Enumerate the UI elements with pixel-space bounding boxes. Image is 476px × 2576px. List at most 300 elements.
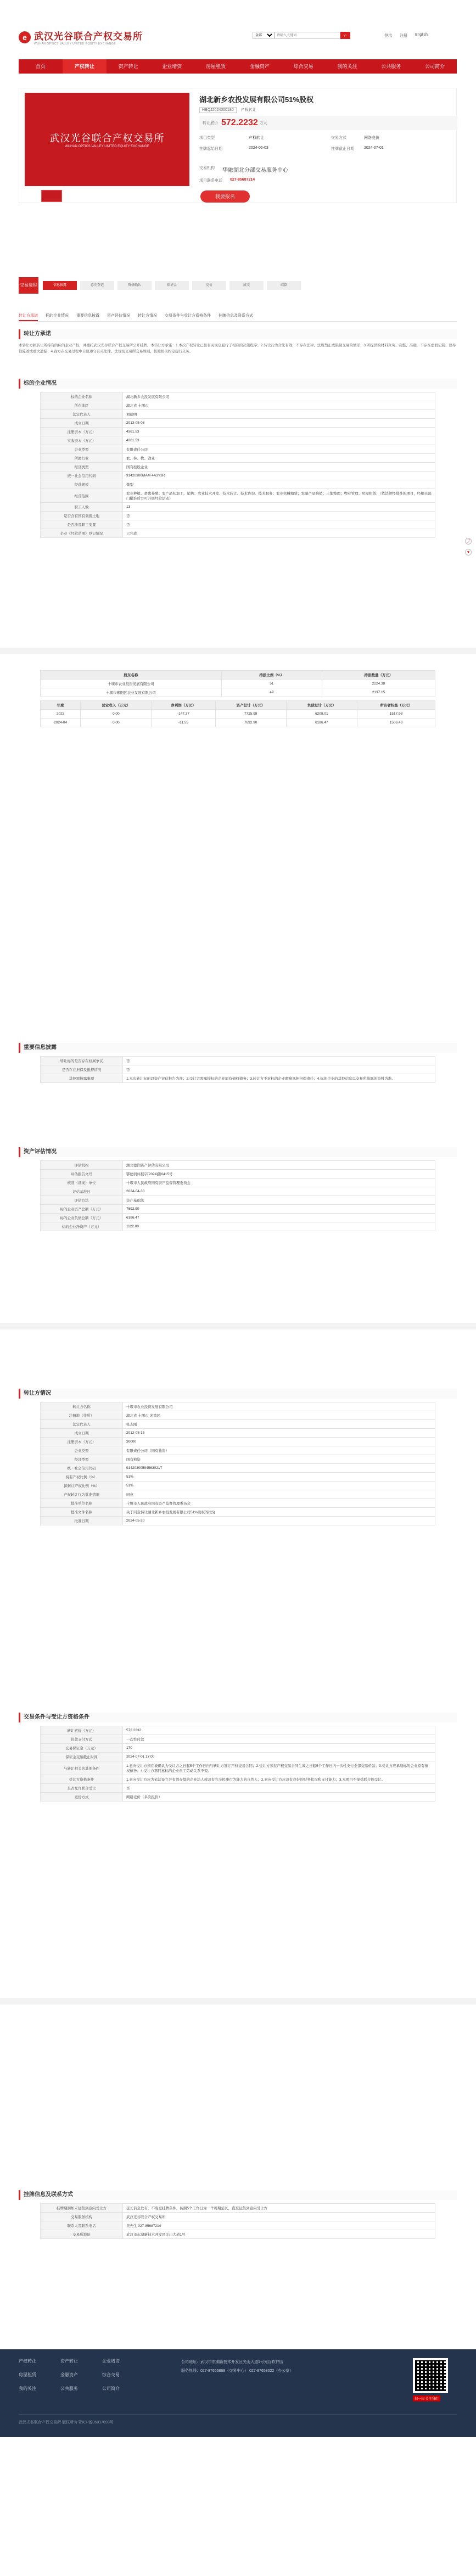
row-value: 有限责任公司 [123,445,435,454]
row-value: 湖北省 十堰市 [123,401,435,410]
section-title: 转让方承诺 [19,329,457,339]
project-meta [199,135,419,151]
table-cell: 2024-04 [41,719,81,727]
row-label: 持有产权比例（%） [41,1473,123,1481]
search-input[interactable] [275,32,340,39]
row-label: 企业类型 [41,1446,123,1455]
row-value: 30000 [123,1438,435,1446]
row-value: 一次性付款 [123,1735,435,1744]
table-row [41,445,435,454]
row-value: 有限责任公司（国有独资） [123,1446,435,1455]
price-label: 转让底价 [203,121,218,125]
row-label: 交易保证金（万元） [41,1744,123,1753]
meta-value: 网络竞价 [364,136,379,140]
row-value: 否 [123,1065,435,1074]
row-value: 十堰市人民政府国有资产监督管理委员会 [123,1178,435,1187]
row-label: 经济类型 [41,463,123,472]
table-row [41,680,435,688]
row-value: 农业种植、畜禽养殖；农产品初加工、销售；农业技术开发、技术转让、技术咨询、技术服务；农业机械租赁；农副产品购销；土地整理；物业管理；房屋租赁；（依法须经批准的项目，经相关部门批准后方可开展经营活动） [123,489,435,503]
divider [0,1323,476,1329]
footer-link[interactable]: 产权转让 [19,2359,36,2364]
step-item: 竞价 [192,281,226,290]
table-row [41,1490,435,1499]
target-company-table [40,392,435,538]
nav-home[interactable]: 首页 [35,64,46,69]
commitment-text: 本转让方拟转让所持有的标的企业产权，并委托武汉光谷联合产权交易所公开挂牌。本转让方承诺：1.本次产权转让已按有关规定履行了相应的决策程序；2.转让行为合法有效，不存在法律、法规禁止或限制交易的情形；3.所提供的材料真实、完整、准确，不存在虚假记载、误导性陈述或重大遗漏；4.我方在交易过程中自愿遵守有关法律、法规及交易所交易规则，按照相关约定履行义务。 [19,344,456,353]
section-seller [19,1389,457,1529]
row-value: 延长信息发布，不变更挂牌条件，按照5个工作日为一个周期延长，直至征集到意向受让方 [123,2204,435,2213]
section-appraisal [19,1147,457,1234]
row-value: 吴先生 027-85687214 [123,2221,435,2230]
row-label: 交易服务机构 [41,2213,123,2221]
footer-link[interactable]: 房屋租赁 [19,2372,36,2377]
share-icon[interactable]: ⤴ [465,538,472,545]
project-image [25,93,189,186]
meta-value: 产权转让 [249,136,264,140]
table-row [41,2230,435,2239]
login-link[interactable]: 登录 [384,34,392,38]
footer-info [181,2358,293,2376]
main-nav [19,59,457,74]
row-label: 注册地（住所） [41,1411,123,1420]
row-label: 其他需披露事项 [41,1074,123,1083]
table-row [41,1455,435,1464]
agency-label: 交易机构 [199,166,215,170]
table-row [41,1402,435,1411]
step-item: 保证金 [155,281,189,290]
phone-value: 027-85687214 [230,178,255,182]
row-value: 7692.90 [123,1205,435,1214]
table-row [41,1793,435,1801]
header-cell: 持股数量（万元） [322,671,435,680]
row-value: 51% [123,1481,435,1490]
table-cell: 2137.15 [322,688,435,697]
row-label: 转让方名称 [41,1402,123,1411]
tab-conditions[interactable]: 交易条件与受让方资格条件 [165,314,211,318]
nav-my-follow[interactable]: 我的关注 [337,64,357,69]
progress-badge: 交易进程 [19,277,38,294]
row-label: 法定代表人 [41,410,123,419]
table-cell: 0.00 [81,719,152,727]
project-code-row [199,107,256,113]
table-cell: 十堰市郧阳区农业发展有限公司 [41,688,222,697]
table-row [41,529,435,538]
nav-comprehensive[interactable]: 综合交易 [293,64,313,69]
row-label: 是否存在担保及抵押情况 [41,1065,123,1074]
table-cell: 6186.47 [286,719,357,727]
table-row [41,688,435,697]
trade-progress [19,274,457,296]
row-value: 湖北德润资产评估有限公司 [123,1161,435,1170]
table-cell: 2224.38 [322,680,435,688]
header-links [384,33,428,38]
table-row [41,1214,435,1222]
table-row [41,719,435,727]
footer [0,2349,476,2437]
section-commitment [19,329,457,358]
step-item: 结算 [267,281,301,290]
row-value: 否 [123,520,435,529]
section-title: 重要信息披露 [19,1043,457,1053]
row-label: 竞价方式 [41,1793,123,1801]
row-value: 微型 [123,480,435,489]
listing-table [40,2203,435,2239]
table-row [41,1196,435,1205]
footer-tel: 服务热线：027-87656868（交易中心） 027-87658022（办公室） [181,2369,294,2373]
row-value: 91420300MA4F4A3Y3R [123,472,435,480]
row-value: 湖北新乡农投发展有限公司 [123,392,435,401]
row-label: 批准单位名称 [41,1499,123,1508]
section-target-company [19,379,457,541]
tab-seller-commitment[interactable]: 转让方承诺 [19,313,38,321]
row-label: 经营规模 [41,480,123,489]
copyright: 武汉光谷联合产权交易所 版权所有 鄂ICP备05017693号 [19,2421,114,2425]
row-value: 51% [123,1473,435,1481]
header-cell: 股东名称 [41,671,222,680]
register-button[interactable]: 我要报名 [200,190,250,203]
footer-link[interactable]: 综合交易 [102,2372,120,2377]
nav-about[interactable]: 公司简介 [425,64,445,69]
row-value: 张志刚 [123,1420,435,1429]
row-value: 国有独资 [123,1455,435,1464]
table-row [41,1178,435,1187]
row-label: 批准日期 [41,1517,123,1525]
table-row [41,1187,435,1196]
row-value: 6186.47 [123,1214,435,1222]
table-cell: 0.00 [81,710,152,719]
row-value: 同意 [123,1490,435,1499]
section-listing [19,2190,457,2242]
row-value: 2024-05-20 [123,1517,435,1525]
row-value: 十堰市人民政府国有资产监督管理委员会 [123,1499,435,1508]
header-cell: 所有者权益（万元） [357,701,435,710]
table-row [41,520,435,529]
table-cell: 2023 [41,710,81,719]
favorite-icon[interactable]: ♥ [465,549,472,555]
table-row [41,1057,435,1065]
row-value: 2012-08-15 [123,1429,435,1438]
table-row [41,1481,435,1490]
table-row [41,1065,435,1074]
project-title: 湖北新乡农投发展有限公司51%股权 [199,96,314,104]
search-scope-select[interactable] [253,32,275,39]
table-row [41,436,435,445]
nav-house-lease[interactable]: 房屋租赁 [206,64,226,69]
table-row [41,1420,435,1429]
nav-equity-transfer[interactable]: 产权转让 [63,59,107,74]
footer-link[interactable]: 金融资产 [60,2372,78,2377]
row-value: 武汉光谷联合产权交易所 [123,2213,435,2221]
section-title: 挂牌信息及联系方式 [19,2190,457,2200]
table-row [41,454,435,463]
site-name-en: WUHAN OPTICS VALLEY UNITED EQUITY EXCHANGE [34,42,116,46]
row-value: 13 [123,503,435,512]
table-cell: -11.55 [152,719,215,727]
row-value: 1.意向受让方应为依法设立并有效存续的企业法人或具有完全民事行为能力的自然人；2.意向受让方应具有良好的财务状况和支付能力；3.本项目不接受联合体受让。 [123,1775,435,1784]
row-label: 挂牌期满如未征集到意向受让方 [41,2204,123,2213]
project-header [19,88,457,203]
row-label: 是否涉及职工安置 [41,520,123,529]
footer-link[interactable]: 资产转让 [60,2359,78,2364]
disclosure-table [40,1056,435,1083]
side-toolbar [465,538,473,555]
project-image-title: 武汉光谷联合产权交易所 [49,133,165,144]
section-title: 交易条件与受让方资格条件 [19,1713,457,1722]
seller-table [40,1402,435,1525]
meta-value: 2024-06-03 [249,146,268,150]
section-title: 标的企业情况 [19,379,457,389]
footer-link[interactable]: 公司简介 [102,2386,120,2391]
table-row [41,2213,435,2221]
row-label: 评估基准日 [41,1187,123,1196]
row-value: 2024-04-30 [123,1187,435,1196]
table-row [41,401,435,410]
row-value: 鄂德润评报字[2024]第0415号 [123,1170,435,1178]
nav-capital-increase[interactable]: 企业增资 [162,64,182,69]
row-label: 企业《经营范围》登记情况 [41,529,123,538]
row-value: 十堰市农业投资发展有限公司 [123,1402,435,1411]
row-value: 1122.00 [123,1222,435,1231]
table-row [41,1775,435,1784]
row-label: 法定代表人 [41,1420,123,1429]
section-shareholders [19,667,457,731]
header-cell: 营业收入（万元） [81,701,152,710]
qr-label: 扫一扫 关注我们 [413,2395,440,2401]
table-row [41,1464,435,1473]
row-value: 关于同意转让湖北新乡农投发展有限公司51%股权的批复 [123,1508,435,1517]
meta-label: 项目类型 [199,136,215,140]
row-label: 所属行业 [41,454,123,463]
search-bar [253,32,350,39]
table-row [41,392,435,401]
header-cell: 持股比例（%） [221,671,322,680]
table-row [41,1074,435,1083]
table-row [41,1753,435,1761]
row-label: 是否允许联合受让 [41,1784,123,1793]
site-name: 武汉光谷联合产权交易所 [34,31,143,42]
footer-link[interactable]: 公共服务 [60,2386,78,2391]
meta-label: 挂牌截止日期 [331,147,354,151]
site-logo[interactable] [19,29,143,46]
table-row [41,1446,435,1455]
row-label: 核准（备案）单位 [41,1178,123,1187]
meta-label: 挂牌起始日期 [199,147,222,151]
row-label: 转让底价（万元） [41,1726,123,1735]
table-row [41,512,435,520]
row-value: 170 [123,1744,435,1753]
table-cell: 1506.43 [357,719,435,727]
row-value: 否 [123,1784,435,1793]
phone-label: 项目联系电话 [199,179,222,183]
price-unit: 万元 [259,121,267,125]
qr-code [413,2358,448,2393]
row-label: 经济类型 [41,1455,123,1464]
project-image-subtitle: WUHAN OPTICS VALLEY UNITED EQUITY EXCHANGE [65,145,149,148]
row-label: 是否含有国有划拨土地 [41,512,123,520]
table-row [41,419,435,428]
table-row [41,489,435,503]
tab-listing-contact[interactable]: 挂牌信息及联系方式 [219,314,253,318]
row-label: 联系人及联系电话 [41,2221,123,2230]
table-row [41,1761,435,1775]
row-value: 农、林、牧、渔业 [123,454,435,463]
section-title: 转让方情况 [19,1389,457,1399]
row-value: 已完成 [123,529,435,538]
row-label: 标的企业资产总额（万元） [41,1205,123,1214]
row-label: 评估机构 [41,1161,123,1170]
table-cell: 6208.01 [286,710,357,719]
header-cell: 资产总计（万元） [215,701,286,710]
row-label: 标的企业净资产（万元） [41,1222,123,1231]
row-label: 所在地区 [41,401,123,410]
row-value: 刘德明 [123,410,435,419]
table-row [41,1205,435,1214]
row-value: 湖北省 十堰市 茅箭区 [123,1411,435,1420]
row-label: 转让标的是否存在权属争议 [41,1057,123,1065]
table-row [41,710,435,719]
table-row [41,1744,435,1753]
table-row [41,2204,435,2213]
row-label: 与转让相关的其他条件 [41,1761,123,1775]
row-value: 572.2232 [123,1726,435,1735]
row-value: 否 [123,512,435,520]
row-label: 成立日期 [41,1429,123,1438]
row-value: 1.意向受让方须在被确认为受让方之日起5个工作日内与转让方签订产权交易合同；2.受让方须在产权交易合同生效之日起5个工作日内一次性支付全部交易价款；3.受让方应承继标的企业原有债权债务；4.受让方需同意标的企业员工劳动关系不变。 [123,1761,435,1775]
row-label: 价款支付方式 [41,1735,123,1744]
nav-asset-transfer[interactable]: 资产转让 [118,64,138,69]
row-value: 91420300594563021T [123,1464,435,1473]
row-value: 武汉市东湖新技术开发区关山大道1号 [123,2230,435,2239]
row-value: 资产基础法 [123,1196,435,1205]
divider [0,648,476,654]
meta-value: 2024-07-01 [364,146,384,150]
table-cell: 1517.98 [357,710,435,719]
table-cell: 7692.90 [215,719,286,727]
tab-seller[interactable]: 转让方情况 [138,314,157,318]
table-row [41,428,435,436]
tab-disclosure[interactable]: 重要信息披露 [76,314,99,318]
row-value: 2013-05-08 [123,419,435,428]
register-link[interactable]: 注册 [400,34,407,38]
footer-nav [19,2358,144,2392]
meta-label: 交易方式 [331,136,346,140]
table-cell: 51 [221,680,322,688]
table-row [41,1161,435,1170]
tab-appraisal[interactable]: 资产评估情况 [107,314,130,318]
row-label: 保证金交纳截止时间 [41,1753,123,1761]
row-label: 评估方法 [41,1196,123,1205]
shareholder-table [40,670,435,697]
detail-tabs [19,313,457,322]
row-value: 网络竞价（多次报价） [123,1793,435,1801]
table-row [41,1517,435,1525]
table-row [41,1429,435,1438]
row-label: 注册资本（万元） [41,1438,123,1446]
table-cell: -147.37 [152,710,215,719]
nav-public-service[interactable]: 公共服务 [381,64,401,69]
financial-table [40,700,435,727]
table-row [41,480,435,489]
section-conditions [19,1713,457,1805]
header-cell: 负债总计（万元） [286,701,357,710]
row-label: 产权转让行为批准情况 [41,1490,123,1499]
section-disclosure [19,1043,457,1086]
row-label: 拟转让产权比例（%） [41,1481,123,1490]
price-box [199,116,457,130]
footer-link[interactable]: 我的关注 [19,2386,36,2391]
step-item: 成交 [229,281,264,290]
footer-link[interactable]: 企业增资 [102,2359,120,2364]
row-value: 4361.53 [123,436,435,445]
row-value: 4361.53 [123,428,435,436]
table-row [41,1499,435,1508]
row-label: 统一社会信用代码 [41,472,123,480]
row-label: 职工人数 [41,503,123,512]
row-value: 2024-07-01 17:00 [123,1753,435,1761]
table-row [41,1735,435,1744]
table-cell: 49 [221,688,322,697]
row-value: 否 [123,1057,435,1065]
header-cell: 净利润（万元） [152,701,215,710]
table-row [41,1411,435,1420]
divider [0,1998,476,2005]
row-label: 交易所地址 [41,2230,123,2239]
row-label: 标的企业名称 [41,392,123,401]
image-thumbnail[interactable] [41,190,62,202]
tab-target-company[interactable]: 标的企业情况 [46,314,69,318]
row-label: 受让方资格条件 [41,1775,123,1784]
row-label: 评估报告文号 [41,1170,123,1178]
agency-value: 华融湖北分部交易服务中心 [222,167,288,173]
search-icon[interactable]: ⌕ [340,32,350,39]
project-code: HBQJ2024000180 [199,107,237,113]
price-value: 572.2232 [221,118,258,127]
table-row [41,472,435,480]
table-header [41,701,435,710]
table-row [41,410,435,419]
table-row [41,503,435,512]
table-row [41,1222,435,1231]
row-label: 批准文件名称 [41,1508,123,1517]
table-header [41,671,435,680]
step-item: 资格确认 [117,281,152,290]
row-label: 统一社会信用代码 [41,1464,123,1473]
row-label: 经营范围 [41,489,123,503]
step-item: 信息披露 [43,281,77,290]
english-link[interactable]: English [415,33,428,37]
appraisal-table [40,1160,435,1231]
row-value: 国有控股企业 [123,463,435,472]
table-row [41,1473,435,1481]
table-row [41,1438,435,1446]
table-row [41,2221,435,2230]
logo-icon: e [19,31,31,43]
table-cell: 十堰市农业投资发展有限公司 [41,680,222,688]
row-label: 企业类型 [41,445,123,454]
table-row [41,1508,435,1517]
row-label: 实收资本（万元） [41,436,123,445]
row-label: 标的企业负债总额（万元） [41,1214,123,1222]
nav-financial-assets[interactable]: 金融资产 [249,64,270,69]
header-cell: 年度 [41,701,81,710]
project-contact [199,165,288,188]
table-row [41,1170,435,1178]
row-label: 注册资本（万元） [41,428,123,436]
project-status: 产权转让 [240,108,256,112]
row-label: 成立日期 [41,419,123,428]
conditions-table [40,1726,435,1801]
row-value: 1.本次转让标的以资产评估报告为准；2.受让方需承接标的企业原有债权债务；3.转让方不对标的企业瑕疵承担担保责任；4.标的企业的其他信息以交易所披露的资料为准。 [123,1074,435,1083]
